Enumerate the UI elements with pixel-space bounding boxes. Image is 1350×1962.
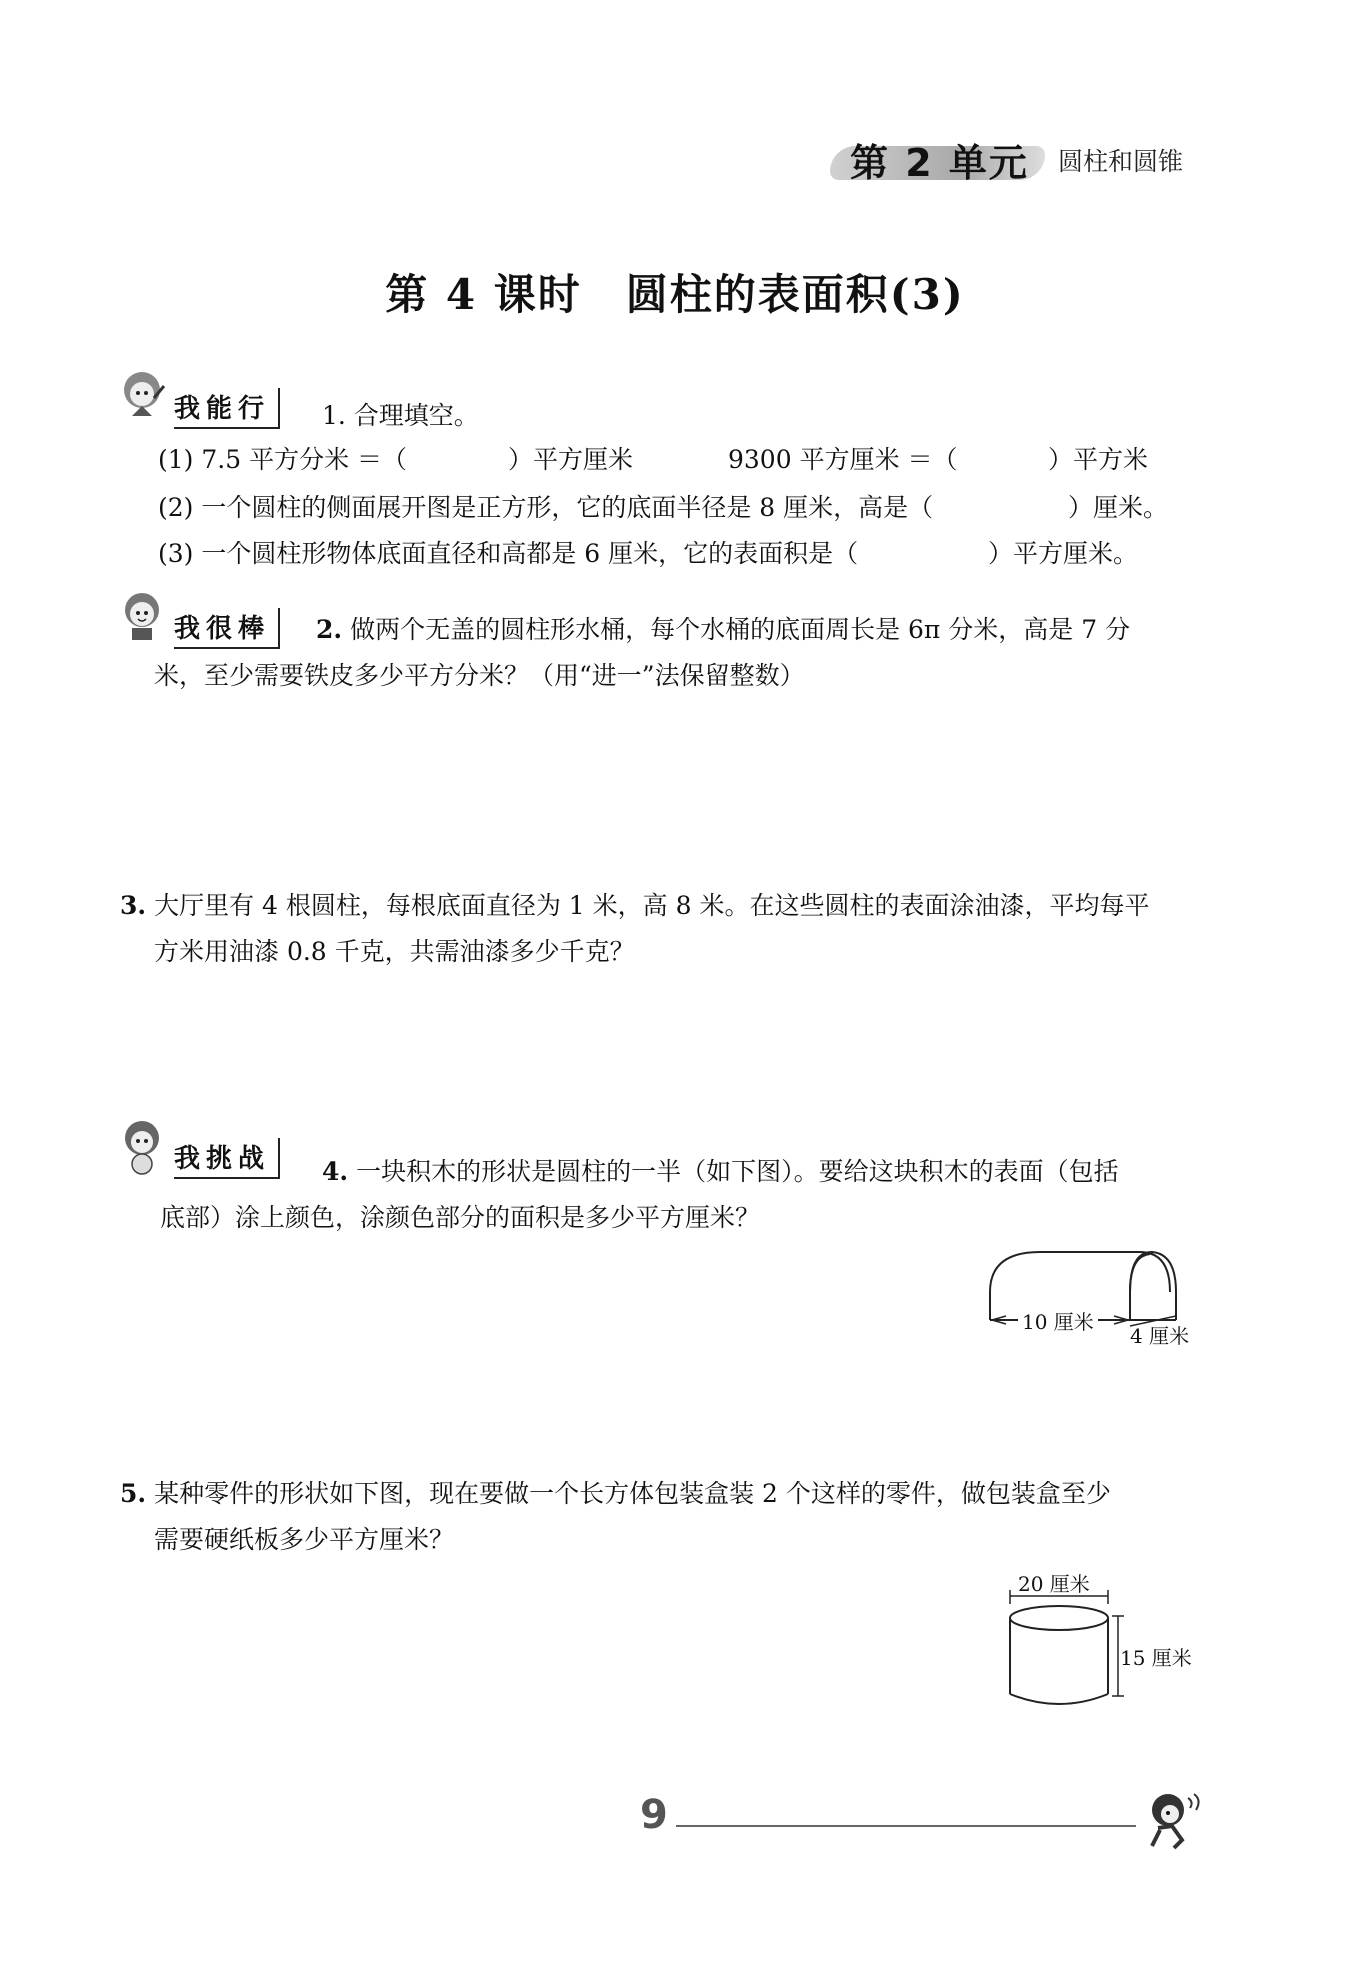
q1-part3-b: ）平方厘米。 — [988, 539, 1139, 568]
q4-line1-text: 一块积木的形状是圆柱的一半（如下图）。要给这块积木的表面（包括 — [356, 1157, 1119, 1186]
q4-number: 4. — [322, 1157, 349, 1186]
q5-line2: 需要硬纸板多少平方厘米？ — [154, 1525, 455, 1554]
lesson-title: 第 4 课时 圆柱的表面积(3) — [385, 270, 965, 319]
q1-part1-d: ）平方米 — [1048, 445, 1149, 474]
half-cylinder-length-label: 10 厘米 — [1018, 1306, 1098, 1335]
q1-part2-b: ）厘米。 — [1068, 493, 1169, 522]
q1-title: 1. 合理填空。 — [322, 401, 479, 430]
badge-challenge-label: 我挑战 — [174, 1138, 280, 1179]
half-cylinder-width-label: 4 厘米 — [1130, 1324, 1190, 1348]
q2-line1-text: 做两个无盖的圆柱形水桶，每个水桶的底面周长是 6π 分米，高是 7 分 — [350, 615, 1131, 644]
q1-part2-a: (2) 一个圆柱的侧面展开图是正方形，它的底面半径是 8 厘米，高是（ — [158, 493, 934, 522]
cylinder-height-label: 15 厘米 — [1120, 1646, 1192, 1670]
q4-line2: 底部）涂上颜色，涂颜色部分的面积是多少平方厘米？ — [160, 1203, 761, 1232]
q2-number: 2. — [316, 615, 343, 644]
q3-line1-text: 大厅里有 4 根圆柱，每根底面直径为 1 米，高 8 米。在这些圆柱的表面涂油漆，平均每平 — [154, 891, 1150, 920]
footer-rule — [676, 1825, 1136, 1827]
unit-subtitle: 圆柱和圆锥 — [1058, 147, 1184, 176]
unit-header — [830, 128, 1230, 188]
unit-title: 第 2 单元 — [850, 141, 1029, 185]
badge-great-label: 我很棒 — [174, 608, 280, 649]
cylinder-figure — [1000, 1590, 1140, 1712]
q1-part1-a: (1) 7.5 平方分米 ＝（ — [158, 445, 408, 474]
badge-can-do-label: 我能行 — [174, 388, 280, 429]
q3-line2: 方米用油漆 0.8 千克，共需油漆多少千克？ — [154, 937, 635, 966]
q1-part3-a: (3) 一个圆柱形物体底面直径和高都是 6 厘米，它的表面积是（ — [158, 539, 859, 568]
q5-line1 — [120, 1470, 1111, 1518]
cylinder-diameter-label: 20 厘米 — [1018, 1572, 1090, 1596]
q4-line1 — [322, 1148, 1119, 1196]
q5-number: 5. — [120, 1479, 147, 1508]
q2-line2: 米，至少需要铁皮多少平方分米？（用“进一”法保留整数） — [154, 661, 805, 690]
q1-part1-b: ）平方厘米 — [508, 445, 634, 474]
page-number: 9 — [640, 1792, 668, 1838]
running-mascot-icon — [1138, 1788, 1208, 1858]
snowman-mascot-icon — [118, 1118, 170, 1178]
q3-number: 3. — [120, 891, 147, 920]
q2-line1 — [316, 606, 1130, 654]
q5-line1-text: 某种零件的形状如下图，现在要做一个长方体包装盒装 2 个这样的零件，做包装盒至少 — [154, 1479, 1111, 1508]
q1-part1-c: 9300 平方厘米 ＝（ — [728, 445, 958, 474]
q3-line1 — [120, 882, 1149, 930]
girl-mascot-icon — [118, 368, 170, 428]
boy-mascot-icon — [118, 588, 170, 648]
